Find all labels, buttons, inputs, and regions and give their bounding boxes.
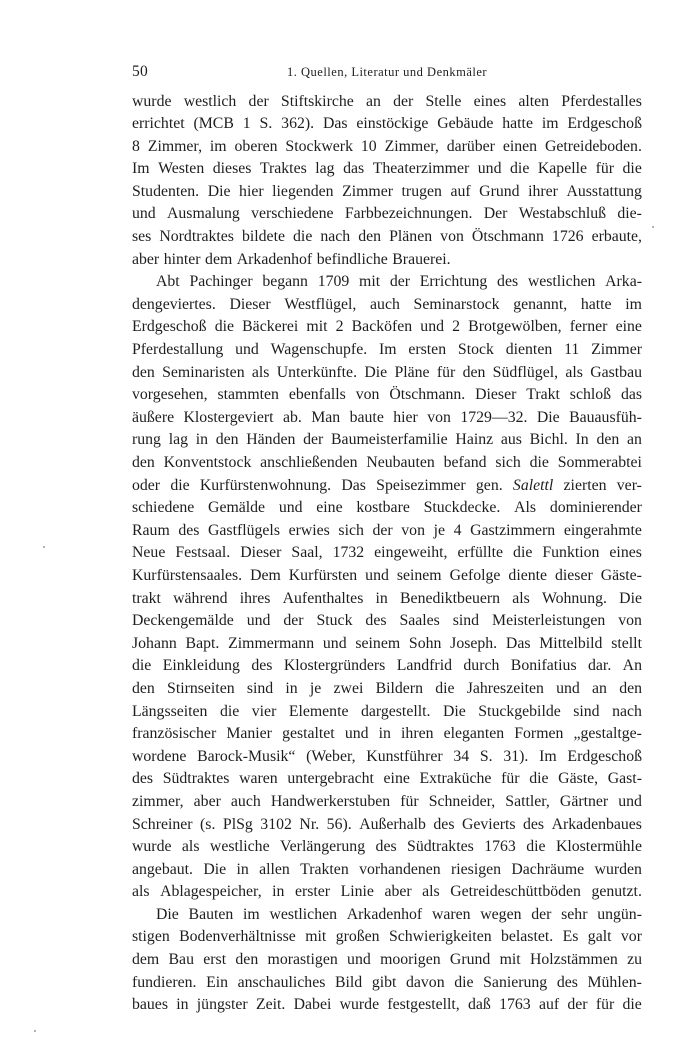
text-line: Studenten. Die hier liegenden Zimmer trugen auf Grund ihrer Ausstattung: [132, 182, 642, 200]
margin-mark: [43, 546, 45, 548]
text-line: fundieren. Ein anschauliches Bild gibt davon die Sanierung des Mühlen-: [132, 973, 642, 991]
text-line: Im Westen dieses Traktes lag das Theaterzimmer und die Kapelle für die: [132, 160, 642, 178]
text-line: den Seminaristen als Unterkünfte. Die Pläne für den Südflügel, als Gastbau: [132, 363, 642, 381]
text-line: angebaut. Die in allen Trakten vorhandenen riesigen Dachräume wurden: [132, 860, 642, 878]
page-number: 50: [132, 63, 149, 80]
text-line: Schreiner (s. PlSg 3102 Nr. 56). Außerhalb des Gevierts des Arkadenbaues: [132, 815, 642, 833]
text-line: des Südtraktes waren untergebracht eine Extraküche für die Gäste, Gast-: [132, 770, 642, 788]
text-line: Abt Pachinger begann 1709 mit der Errichtung des westlichen Arka-: [156, 273, 642, 291]
text-line: wurde westlich der Stiftskirche an der Stelle eines alten Pferdestalles: [132, 92, 642, 110]
margin-mark: [652, 226, 654, 228]
text-line: baues in jüngster Zeit. Dabei wurde festgestellt, daß 1763 auf der für die: [132, 996, 642, 1014]
text-line: stigen Bodenverhältnisse mit großen Schwierigkeiten belastet. Es galt vor: [132, 928, 642, 946]
text-line: aber hinter dem Arkadenhof befindliche Brauerei.: [132, 250, 451, 268]
text-line: Neue Festsaal. Dieser Saal, 1732 eingeweiht, erfüllte die Funktion eines: [132, 544, 642, 562]
text-line: Erdgeschoß die Bäckerei mit 2 Backöfen und 2 Brotgewölben, ferner eine: [132, 318, 642, 336]
text-line: Raum des Gastflügels erwies sich der von je 4 Gastzimmern eingerahmte: [132, 521, 642, 539]
text-line: Kurfürstensaales. Dem Kurfürsten und seinem Gefolge diente dieser Gäste-: [132, 566, 642, 584]
text-line: Pferdestallung und Wagenschupfe. Im ersten Stock dienten 11 Zimmer: [132, 341, 642, 359]
text-line: Längsseiten die vier Elemente dargestellt. Die Stuckgebilde sind nach: [132, 702, 642, 720]
body-text: [132, 91, 642, 1017]
text-line: Deckengemälde und der Stuck des Saales sind Meisterleistungen von: [132, 612, 642, 630]
text-line: äußere Klostergeviert ab. Man baute hier von 1729—32. Die Bauausfüh-: [132, 408, 642, 426]
text-line: rung lag in den Händen der Baumeisterfamilie Hainz aus Bichl. In den an: [132, 431, 642, 449]
text-line: den Konventstock anschließenden Neubauten befand sich die Sommerabtei: [132, 454, 642, 471]
text-line: dem Bau erst den morastigen und moorigen Grund mit Holzstämmen zu: [132, 951, 642, 969]
text-line: französischer Manier gestaltet und in ihren eleganten Formen „gestaltge-: [132, 725, 642, 743]
text-line: und Ausmalung verschiedene Farbbezeichnungen. Der Westabschluß die-: [132, 205, 642, 223]
text-line: schiedene Gemälde und eine kostbare Stuckdecke. Als dominierender: [132, 499, 642, 517]
text-line: vorgesehen, stammten ebenfalls von Ötschmann. Dieser Trakt schloß das: [132, 386, 642, 404]
text-line: wurde als westliche Verlängerung des Südtraktes 1763 die Klostermühle: [132, 838, 642, 856]
text-line: als Ablagespeicher, in erster Linie aber als Getreideschüttböden genutzt.: [132, 883, 642, 901]
text-line: dengeviertes. Dieser Westflügel, auch Seminarstock genannt, hatte im: [132, 295, 642, 313]
text-line: oder die Kurfürstenwohnung. Das Speisezimmer gen. Salettl zierten ver-: [132, 476, 642, 494]
text-line: Die Bauten im westlichen Arkadenhof waren wegen der sehr ungün-: [156, 905, 642, 923]
text-line: den Stirnseiten sind in je zwei Bildern die Jahreszeiten und an den: [132, 679, 642, 697]
margin-mark: [34, 1030, 36, 1032]
text-line: zimmer, aber auch Handwerkerstuben für Schneider, Sattler, Gärtner und: [132, 792, 642, 810]
text-line: 8 Zimmer, im oberen Stockwerk 10 Zimmer, darüber einen Getreideboden.: [132, 137, 642, 155]
text-line: Johann Bapt. Zimmermann und seinem Sohn Joseph. Das Mittelbild stellt: [132, 634, 642, 652]
text-line: die Einkleidung des Klostergründers Landfrid durch Bonifatius dar. An: [132, 657, 642, 675]
text-line: ses Nordtraktes bildete die nach den Plänen von Ötschmann 1726 erbaute,: [132, 228, 642, 246]
text-line: trakt während ihres Aufenthaltes in Benediktbeuern als Wohnung. Die: [132, 589, 642, 607]
text-line: wordene Barock-Musik“ (Weber, Kunstführer 34 S. 31). Im Erdgeschoß: [132, 747, 642, 765]
running-title: 1. Quellen, Literatur und Denkmäler: [287, 65, 488, 79]
running-head: [132, 63, 642, 83]
text-line: errichtet (MCB 1 S. 362). Das einstöckige Gebäude hatte im Erdgeschoß: [132, 115, 642, 133]
